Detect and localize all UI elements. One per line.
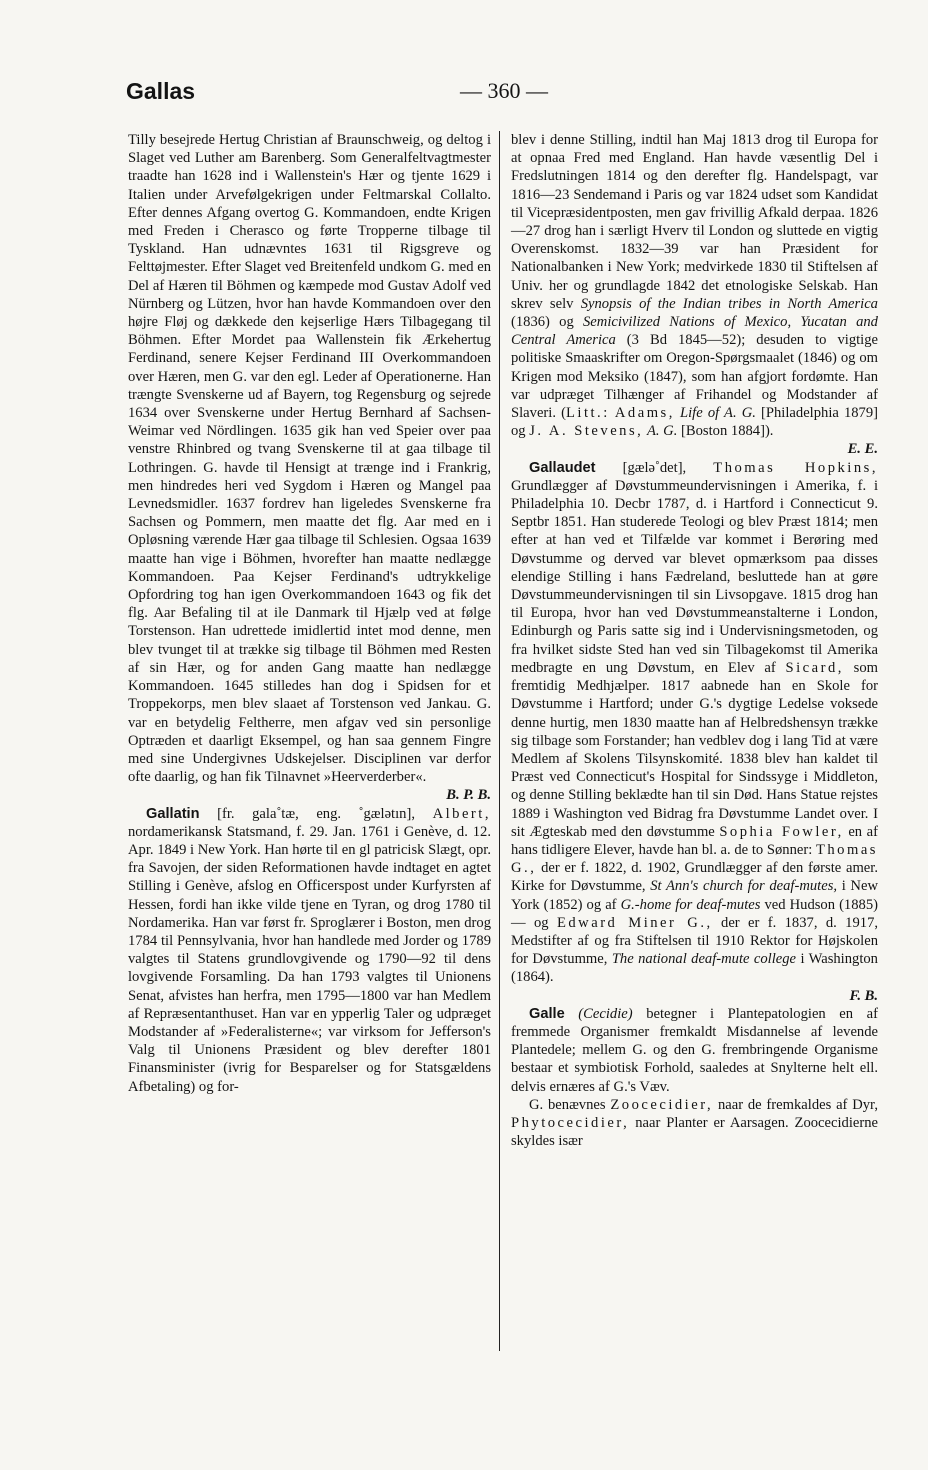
page-number: — 360 —	[460, 78, 548, 103]
entry-text: (1836) og	[511, 314, 574, 331]
entry-text: i Washington (1864).	[511, 951, 878, 986]
right-column	[511, 131, 878, 1150]
work-title: G.-home for deaf-mutes	[620, 896, 761, 913]
entry-text: en af hans tidligere Elever, havde han bl. a. de to Sønner:	[511, 823, 878, 858]
gallaudet-entry	[511, 459, 878, 987]
work-title: Semicivilized Nations of Mexico, Yucatan and Central America	[511, 314, 878, 349]
work-title: The national deaf-mute college	[611, 951, 797, 968]
entry-text: blev i denne Stilling, indtil han Maj 1813 drog til Europa for at opnaa Fred med England. Han havde væsentlig Del i Fredslutningen 1814 og den derefter flg. Handelspagt, var 1816—23 Sendemand i Paris og var 1824 udset som Kandidat til Vicepræsidentposten, men gav frivillig Afkald derpaa. 1826—27 drog han i særligt Hverv til London og sluttede en vigtig Overenskomst. 1832—39 var han Præsident for Nationalbanken i New York; medvirkede 1830 til Stiftelsen af Univ. her og grundlagde 1842 det etnologiske Selskab. Han skrev selv	[511, 132, 878, 312]
entry-text: [Philadelphia 1879] og	[511, 405, 879, 440]
page-header	[126, 78, 878, 114]
person-name: Edward Miner G.,	[556, 914, 713, 931]
synonym: (Cecidie)	[578, 1005, 633, 1022]
entry-text: Grundlægger af Døvstummeundervisningen i Amerika, f. i Philadelphia 10. Decbr 1787, d. i Hartford i Connecticut 9. Septbr 1851. Han studerede Teologi og blev Præst 1814; men efter at han ved et Tilfælde var kommet i Berøring med Døvstumme og derved var blevet opmærksom paa disses elendige Stilling i hans Fædreland, besluttede han at gøre Døvstummeundervisningen til sin Livsopgave. 1815 drog han til Europa, hvor han ved Døvstummeanstalterne i London, Edinburgh og Paris satte sig ind i Undervisningsmetoden, og fra hvilket sidste Sted han ved sin Tilbagekomst til Amerika medbragte en ung Døvstum, en Elev af	[511, 477, 878, 676]
entry-text: som fremtidig Medhjælper. 1817 aabnede han en Skole for Døvstumme i Hartford; under G.'s dygtige Ledelse voksede denne hurtig, men 1830 maatte han af Helbredshensyn trække sig tilbage som Forstander; han vedblev dog i lang Tid at være Medlem af Skolens Tilsynskomité. 1838 blev han kaldet til Præst ved Connecticut's Hospital for Sindssyge i Middleton, og denne Stilling beklædte han til sin Død. Hans Statue rejstes 1889 i Washington ved Bidrag fra Døvstumme Landet over. I sit Ægteskab med den døvstumme	[511, 659, 878, 840]
work-title: Synopsis of the Indian tribes in North America	[580, 295, 878, 312]
gallatin-entry	[128, 805, 491, 1096]
galle-entry	[511, 1005, 878, 1096]
galle-entry-paragraph	[511, 1096, 878, 1151]
person-name: Thomas G.,	[511, 841, 878, 877]
person-name: Sicard,	[785, 659, 844, 676]
entry-text: naar Planter er Aarsagen. Zoocecidierne skyldes især	[511, 1114, 878, 1150]
column-divider	[499, 131, 500, 1351]
left-column	[128, 131, 491, 1096]
gallas-entry-continuation: Tilly besejrede Hertug Christian af Braunschweig, og deltog i Slaget ved Luther am Barenberg. Som Generalfeltvagtmester traadte han 1628 ind i Wallenstein's Hær og tjente 1629 i Italien under Arvefølgekrigen under Feltmarskal Collalto. Efter dennes Afgang overtog G. Kommandoen, endte Krigen med Freden i Cherasco og førte Tropperne tilbage til Tyskland. Han udnævntes 1631 til Rigsgreve og Felttøjmester. Efter Slaget ved Breitenfeld undkom G. med en Del af Hæren til Böhmen og kæmpede mod Gustav Adolf ved Nürnberg og Lützen, hvor han havde Kommandoen over den højre Fløj og dækkede den kejserlige Hærs Tilbagegang til Böhmen. Efter Mordet paa Wallenstein fik Ærkehertug Ferdinand, senere Kejser Ferdinand III Overkommandoen over Hæren, men G. var den egl. Leder af Operationerne. Han trængte Svenskerne ud af Bayern, tog Regensburg og sejrede 1634 over Svenskerne under Hertug Bernhard af Sachsen-Weimar ved Nördlingen. 1635 gik han ved Speier over paa venstre Rhinbred og tvang Svenskerne til at gaa tilbage til Lothringen. G. havde til Hensigt at trænge ind i Frankrig, men hindredes heri ved Sygdom i Hæren og Mangel paa Levnedsmidler. 1637 fordrev han ligeledes Svenskerne fra Sachsen og Pommern, men maatte det flg. Aar med en i Opløsning værende Hær gaa tilbage til Schlesien. Ogsaa 1639 maatte han vige i Böhmen, hvorefter han maatte nedlægge Kommandoen. Paa Kejser Ferdinand's udtrykkelige Opfordring tog han igen Overkommandoen 1643 og fik det flg. Aar Befaling til at ile Danmark til Hjælp ved at følge Torstenson. Han udrettede imidlertid intet mod denne, men blev tvunget til at trække sig tilbage til Böhmen med Resten af sin Hær, og for anden Gang maatte han nedlægge Kommandoen. 1645 stilledes han dog i Spidsen for et Troppekorps, men blev slaaet af Torstenson ved Jankau. G. var en betydelig Feltherre, men afgav ved sin personlige Optræden et daarligt Eksempel, og han saa gennem Fingre med sine Undergivnes Udskejelser. Disciplinen var derfor ofte daarlig, og han fik Tilnavnet »Heerverderber«.	[128, 132, 491, 786]
author-signature: E. E.	[847, 441, 878, 458]
entry-headword: Gallaudet	[529, 459, 596, 476]
work-title: Life of A. G.	[680, 405, 756, 422]
entry-text: nordamerikansk Statsmand, f. 29. Jan. 1761 i Genève, d. 12. Apr. 1849 i New York. Han hørte til en gl patricisk Slægt, opr. fra Savojen, der siden Reformationen havde indtaget en agtet Stilling i Genève, afslog en Officerspost under Kurfyrsten af Hessen, fordi han ikke vilde tjene en Tyran, og drog 1780 til Nordamerika. Han var først fr. Sproglærer i Boston, men drog 1784 til Pennsylvania, hvor han handlede med Jorder og 1789 valgtes til Statens grundlovgivende og 1790—92 til dens lovgivende Forsamling. Da han 1793 valgtes til Unionens Senat, afvistes han herfra, men 1795—1800 var han Medlem af Repræsentanthuset. Han var en ypperlig Taler og udpræget Modstander af »Federalisterne«; var virksom for Jefferson's Valg til Unionens Præsident og blev derefter 1801 Finansminister (ivrig for Besparelser og for Statsgældens Afbetaling) og for-	[128, 823, 491, 1095]
term: Phytocecidier,	[511, 1114, 630, 1131]
work-title: A. G.	[646, 423, 678, 440]
term: Zoocecidier,	[610, 1096, 714, 1113]
entry-text: (3 Bd 1845—52); desuden to vigtige politiske Smaaskrifter om Oregon-Spørgsmaalet (1846) og om Krigen mod Meksiko (1847), som han afgjort fordømte. Han var udpræget Tilhænger af Frihandel og Modstander af Slaveri. (	[511, 332, 878, 422]
author-name: J. A. Stevens,	[529, 423, 644, 440]
pronunciation: [fr. gala˚tæ, eng. ˚gælətın],	[217, 805, 415, 822]
entry-text: der er f. 1837, d. 1917, Medstifter af og fra Stiftelsen til 1910 Rektor for Højskolen for Døvstumme,	[511, 914, 879, 968]
pronunciation: [gælə˚det],	[622, 459, 687, 476]
entry-text: der er f. 1822, d. 1902, Grundlægger af den første amer. Kirke for Døvstumme,	[511, 860, 878, 895]
author-signature: B. P. B.	[446, 787, 491, 804]
author-name: Adams,	[614, 405, 675, 422]
entry-text: betegner i Plantepatologien en af fremmede Organismer fremkaldt Misdannelse af levende Plantedele; mellem G. og den G. frembringende Organisme bestaar et symbiotisk Forhold, saaledes at Snylterne helt ell. delvis ernæres af G.'s Væv.	[511, 1005, 879, 1095]
entry-text: i New York (1852) og af	[511, 878, 878, 913]
author-signature: F. B.	[849, 987, 878, 1004]
literature-label: Litt.:	[565, 405, 610, 422]
running-headword: Gallas	[126, 78, 196, 104]
entry-headword: Gallatin	[146, 805, 200, 822]
work-title: St Ann's church for deaf-mutes,	[650, 878, 838, 895]
entry-text: [Boston 1884]).	[681, 423, 774, 440]
person-name: Thomas Hopkins,	[713, 459, 878, 476]
entry-text: G. benævnes	[529, 1096, 606, 1113]
person-name: Albert,	[432, 805, 491, 822]
entry-text: naar de fremkaldes af Dyr,	[717, 1096, 878, 1113]
gallatin-entry-continuation	[511, 131, 878, 440]
entry-headword: Galle	[529, 1005, 565, 1022]
person-name: Sophia Fowler,	[719, 823, 844, 840]
entry-text: ved Hudson (1885) — og	[511, 896, 878, 931]
